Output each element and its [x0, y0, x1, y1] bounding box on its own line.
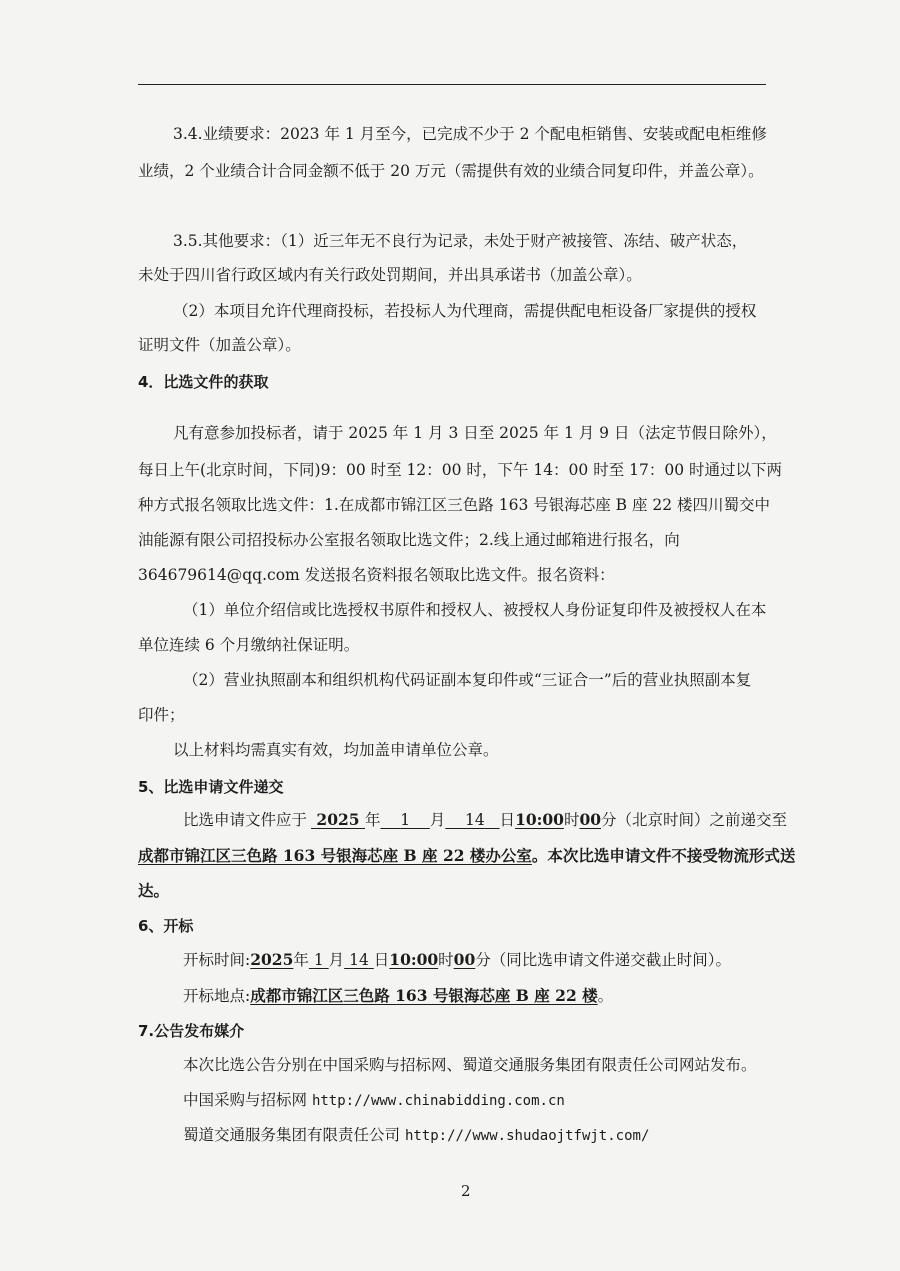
s6-time-month-unit: 月	[328, 951, 345, 969]
s4-para-line4: 油能源有限公司招投标办公室报名领取比选文件；2.线上通过邮箱进行报名，向	[138, 531, 680, 549]
s6-place: 成都市锦江区三色路 163 号银海芯座 B 座 22 楼	[250, 986, 598, 1005]
section4-heading: 4．比选文件的获取	[138, 373, 269, 391]
s35-line2: 未处于四川省行政区域内有关行政处罚期间，并出具承诺书（加盖公章）。	[138, 266, 642, 284]
s6-time-line	[183, 950, 731, 970]
s34-line1: 3.4.业绩要求：2023 年 1 月至今，已完成不少于 2 个配电柜销售、安装或配电柜维修	[173, 125, 767, 143]
section7-heading: 7.公告发布媒介	[138, 1022, 245, 1040]
s4-note: 以上材料均需真实有效，均加盖申请单位公章。	[173, 741, 499, 759]
s6-time-label: 开标时间:	[183, 951, 251, 969]
header-rule	[138, 84, 766, 85]
s5-deadline-year: 2025	[316, 810, 360, 829]
s5-address-line2: 达。	[138, 881, 170, 900]
s35-line3: （2）本项目允许代理商投标，若投标人为代理商，需提供配电柜设备厂家提供的授权	[173, 302, 757, 320]
s5-deadline-day-unit: 日	[499, 811, 516, 829]
s5-deadline-tail: 分（北京时间）之前递交至	[601, 811, 788, 829]
s4-para-line2: 每日上午(北京时间，下同)9：00 时至 12：00 时，下午 14：00 时至 17：00 时通过以下两	[138, 461, 783, 479]
s35-line4: 证明文件（加盖公章）。	[138, 336, 301, 354]
s5-deadline-month: 1	[400, 811, 411, 829]
s5-deadline-month-unit: 月	[429, 811, 446, 829]
s6-time-day: 14	[349, 951, 369, 969]
s4-item1-line2: 单位连续 6 个月缴纳社保证明。	[138, 636, 360, 654]
s6-place-end: 。	[597, 987, 614, 1005]
s6-time-hour-unit: 时	[438, 951, 454, 969]
s7-site2-name: 蜀道交通服务集团有限责任公司	[183, 1126, 405, 1144]
s35-line1: 3.5.其他要求：（1）近三年无不良行为记录，未处于财产被接管、冻结、破产状态，	[173, 232, 748, 250]
section6-heading: 6、开标	[138, 917, 194, 935]
s4-para-line1: 凡有意参加投标者，请于 2025 年 1 月 3 日至 2025 年 1 月 9 日（法定节假日除外），	[173, 424, 777, 442]
s6-place-label: 开标地点:	[183, 987, 251, 1005]
s6-time-hour: 10:00	[389, 950, 439, 969]
s7-para: 本次比选公告分别在中国采购与招标网、蜀道交通服务集团有限责任公司网站发布。	[183, 1056, 757, 1074]
section5-heading: 5、比选申请文件递交	[138, 778, 284, 796]
s5-address-tail: 。本次比选申请文件不接受物流形式送	[531, 846, 796, 865]
s7-site2-url[interactable]: http:///www.shudaojtfwjt.com/	[404, 1128, 650, 1144]
s4-item1-line1: （1）单位介绍信或比选授权书原件和授权人、被授权人身份证复印件及被授权人在本	[183, 601, 767, 619]
s5-deadline-line	[183, 810, 787, 830]
s4-item2-line2: 印件；	[138, 706, 185, 724]
page-number: 2	[461, 1182, 471, 1200]
s6-time-month: 1	[313, 951, 324, 969]
s5-deadline-hour-unit: 时	[563, 811, 580, 829]
s7-site1-name: 中国采购与招标网	[183, 1091, 312, 1109]
s6-time-tail: 分（同比选申请文件递交截止时间）。	[475, 951, 732, 969]
s34-line2: 业绩，2 个业绩合计合同金额不低于 20 万元（需提供有效的业绩合同复印件，并盖公章）。	[138, 162, 764, 180]
s5-deadline-year-unit: 年	[364, 811, 381, 829]
s6-place-line	[183, 986, 613, 1006]
s6-time-year-unit: 年	[293, 951, 309, 969]
s6-time-day-unit: 日	[373, 951, 390, 969]
s6-time-minute: 00	[453, 950, 476, 969]
s5-deadline-minute: 00	[579, 810, 602, 829]
s5-address: 成都市锦江区三色路 163 号银海芯座 B 座 22 楼办公室	[138, 846, 532, 865]
s4-para-line5: 364679614@qq.com 发送报名资料报名领取比选文件。报名资料：	[138, 566, 615, 584]
s5-deadline-prefix: 比选申请文件应于	[183, 811, 308, 829]
s5-deadline-day: 14	[465, 811, 485, 829]
s7-site1-url[interactable]: http://www.chinabidding.com.cn	[311, 1093, 565, 1109]
s5-address-line	[138, 846, 795, 866]
s6-time-year: 2025	[250, 950, 294, 969]
s4-item2-line1: （2）营业执照副本和组织机构代码证副本复印件或“三证合一”后的营业执照副本复	[183, 671, 752, 689]
s7-site2	[183, 1125, 649, 1146]
s4-para-line3: 种方式报名领取比选文件：1.在成都市锦江区三色路 163 号银海芯座 B 座 22 楼四川蜀交中	[138, 496, 771, 514]
s5-deadline-hour: 10:00	[515, 810, 564, 829]
s7-site1	[183, 1090, 565, 1111]
